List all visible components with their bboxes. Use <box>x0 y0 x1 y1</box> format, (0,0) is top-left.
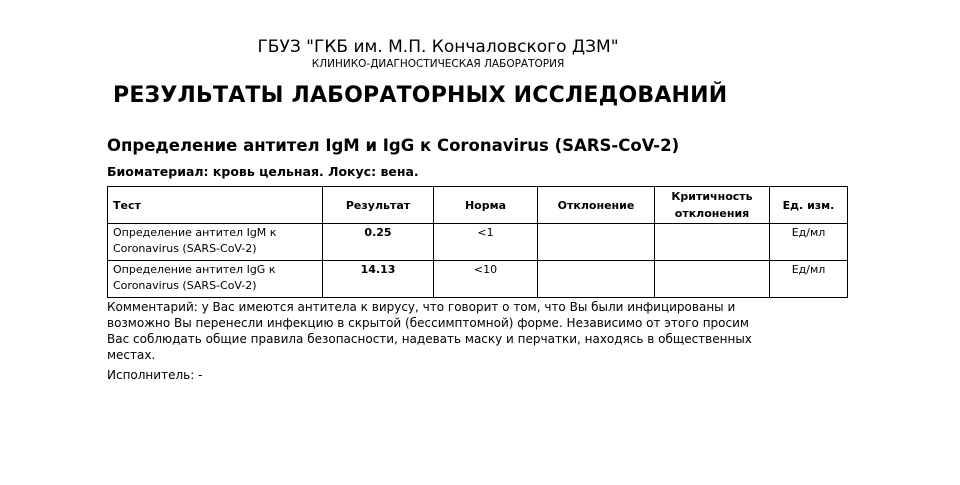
cell-result: 14.13 <box>323 261 434 298</box>
cell-deviation <box>538 261 655 298</box>
cell-result: 0.25 <box>323 224 434 261</box>
table-header-row <box>108 187 848 224</box>
report-title: РЕЗУЛЬТАТЫ ЛАБОРАТОРНЫХ ИССЛЕДОВАНИЙ <box>113 83 728 108</box>
table-row <box>108 261 848 298</box>
cell-norm: <10 <box>434 261 538 298</box>
biomaterial-line: Биоматериал: кровь цельная. Локус: вена. <box>107 164 419 179</box>
comment-text: Комментарий: у Вас имеются антитела к вирусу, что говорит о том, что Вы были инфицированы и возможно Вы перенесли инфекцию в скрытой (бессимптомной) форме. Независимо от этого просим Вас соблюдать общие правила безопасности, надевать маску и перчатки, находясь в общественных местах. <box>107 300 752 362</box>
header-criticality: Критичность отклонения <box>655 187 770 224</box>
laboratory-name: КЛИНИКО-ДИАГНОСТИЧЕСКАЯ ЛАБОРАТОРИЯ <box>311 58 565 70</box>
cell-unit: Ед/мл <box>770 261 848 298</box>
header-unit: Ед. изм. <box>770 187 848 224</box>
header-deviation: Отклонение <box>538 187 655 224</box>
cell-deviation <box>538 224 655 261</box>
cell-criticality <box>655 261 770 298</box>
executor-line: Исполнитель: - <box>107 368 203 382</box>
cell-unit: Ед/мл <box>770 224 848 261</box>
organization-name: ГБУЗ "ГКБ им. М.П. Кончаловского ДЗМ" <box>257 37 619 57</box>
cell-test: Определение антител IgG к Coronavirus (SARS-CoV-2) <box>108 261 323 298</box>
cell-test: Определение антител IgM к Coronavirus (SARS-CoV-2) <box>108 224 323 261</box>
header-result: Результат <box>323 187 434 224</box>
cell-criticality <box>655 224 770 261</box>
table-row <box>108 224 848 261</box>
cell-norm: <1 <box>434 224 538 261</box>
header-norm: Норма <box>434 187 538 224</box>
header-test: Тест <box>108 187 323 224</box>
test-title: Определение антител IgM и IgG к Coronavirus (SARS-CoV-2) <box>107 136 680 155</box>
results-table <box>107 186 848 298</box>
